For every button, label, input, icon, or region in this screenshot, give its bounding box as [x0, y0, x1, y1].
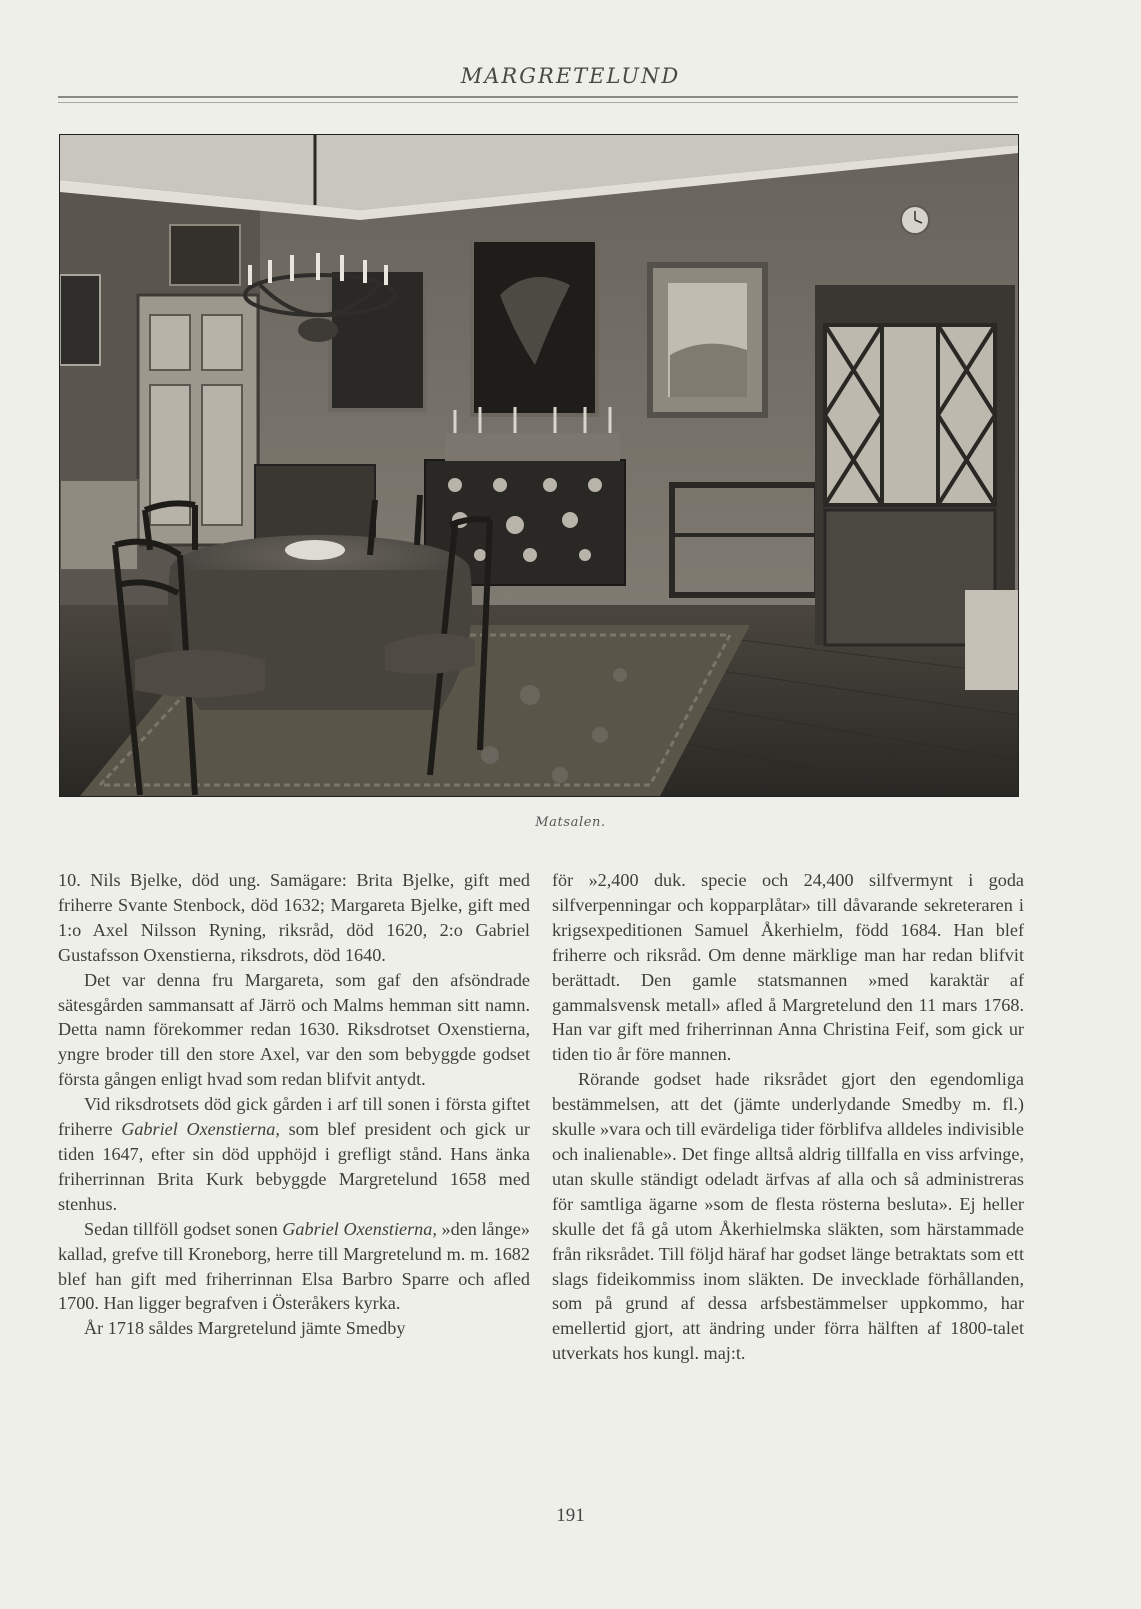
page-number: 191 [556, 1505, 585, 1526]
dining-room-photograph [59, 134, 1019, 797]
left-paragraph-2: Det var denna fru Margareta, som gaf den afsöndrade sätesgården sammansatt af Järrö och Malms hemman sitt namn. Detta namn förekommer redan 1630. Riksdrotset Oxenstierna, yngre broder till den store Axel, var den som bebyggde godset första gången enligt hvad som redan blifvit antydt. [58, 969, 530, 1090]
left-column [58, 868, 530, 1341]
header-rule-thin [58, 102, 1018, 103]
left-paragraph-4 [58, 1217, 530, 1317]
person-name-italic: Gabriel Oxenstierna, [282, 1218, 437, 1239]
text-run: Sedan tillföll godset sonen [84, 1218, 283, 1239]
header-rule [58, 96, 1018, 98]
left-paragraph-3 [58, 1092, 530, 1217]
person-name-italic: Gabriel Oxenstierna, [121, 1119, 280, 1140]
text-run: Vid riksdrotsets död gick gården i arf till sonen i första giftet friherre [58, 1094, 530, 1140]
right-paragraph-2: Rörande godset hade riksrådet gjort den egendomliga bestämmelsen, att det (jämte underlydande Smedby m. fl.) skulle »vara och till evärdeliga tider förblifva alldeles indivisible och inalienable». Det finge alltså aldrig tillfalla en viss arfvinge, utan skulle ständigt odeladt ärfvas af alla och så administreras för samtliga ägarne »som de flesta rösterna besluta». Ej heller skulle det få gå utom Åkerhielmska släkten, som härstammade från riksrådet. Till följd häraf har godset länge betraktats som ett slags fideikommiss inom släkten. De invecklade förhållanden, som på grund af dessa arfsbestämmelser uppkommo, har emellertid gjort, att ändring under förra hälften af 1800-talet utverkats hos kungl. maj:t. [552, 1069, 1024, 1364]
right-column [552, 868, 1024, 1366]
text-run: »den långe» kallad, grefve till Kroneborg, herre till Margretelund m. m. 1682 blef han gift med friherrinnan Elsa Barbro Sparre och afled 1700. Han ligger begrafven i Österåkers kyrka. [58, 1218, 530, 1314]
left-paragraph-5: År 1718 såldes Margretelund jämte Smedby [84, 1318, 406, 1339]
figure-caption: Matsalen. [535, 815, 606, 830]
text-run: som blef president och gick ur tiden 1647, efter sin död upphöjd i grefligt stånd. Hans änka friherrinnan Brita Kurk bebyggde Margretelund 1658 med stenhus. [58, 1119, 530, 1214]
running-head-title: MARGRETELUND [460, 64, 681, 88]
left-paragraph-1: 10. Nils Bjelke, död ung. Samägare: Brita Bjelke, gift med friherre Svante Stenbock, död 1632; Margareta Bjelke, gift med 1:o Axel Nilsson Ryning, riksråd, död 1620, 2:o Gabriel Gustafsson Oxenstierna, riksdrots, död 1640. [58, 870, 530, 965]
right-paragraph-1: för »2,400 duk. specie och 24,400 silfvermynt i goda silfverpenningar och kopparplåtar» till dåvarande sekreteraren i krigsexpeditionen Samuel Åkerhielm, född 1684. Han blef friherre och riksråd. Om denne märklige man har redan blifvit berättadt. Den gamle statsmannen »med karaktär af gammalsvensk metall» afled å Margretelund den 11 mars 1768. Han var gift med friherrinnan Anna Christina Feif, som gick ur tiden tio år före mannen. [552, 870, 1024, 1065]
